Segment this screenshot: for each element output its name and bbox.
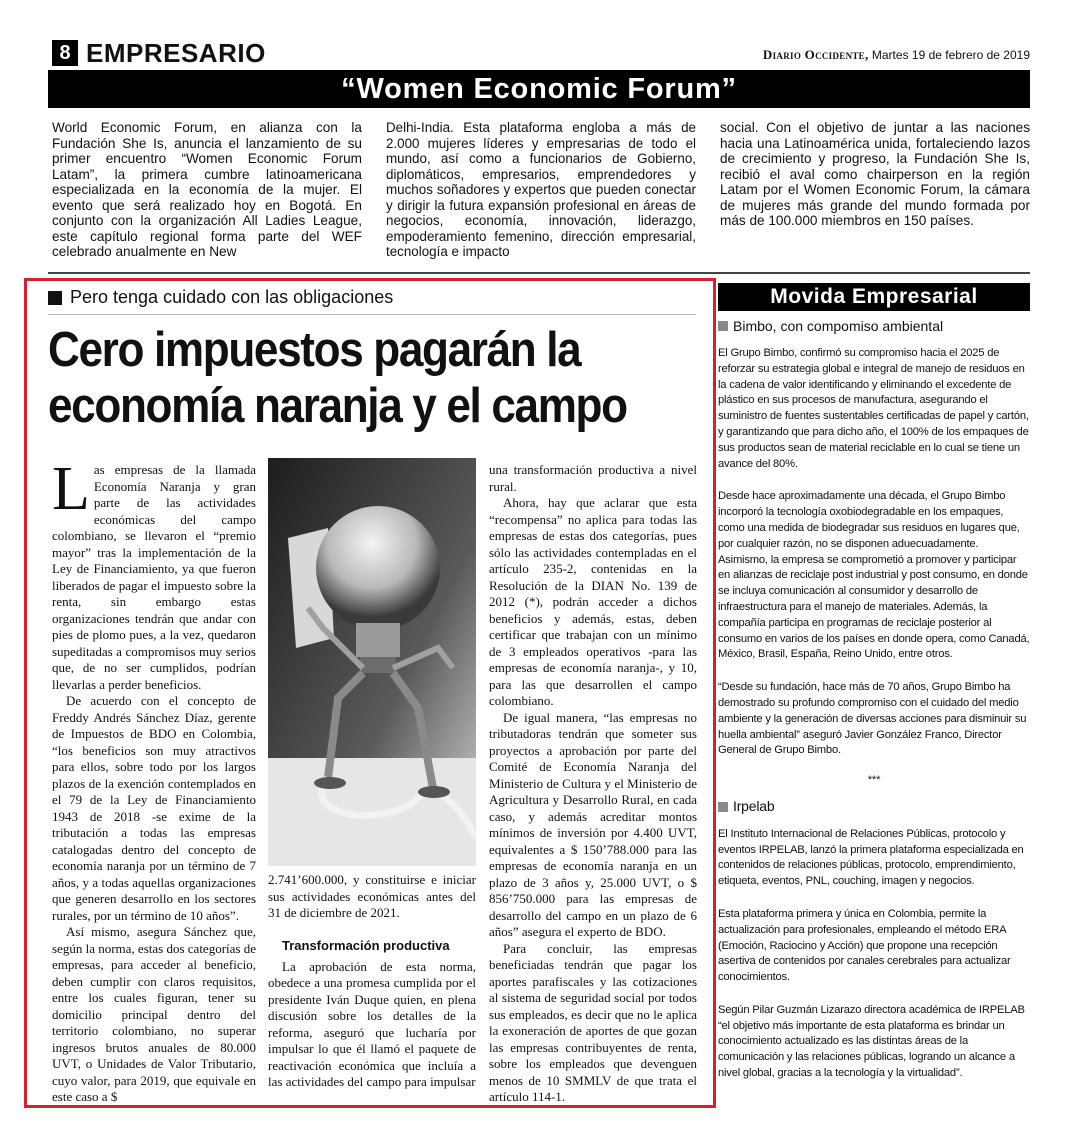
article-column-1 [52,455,256,1106]
article-column-3 [489,462,697,1106]
paragraph: una transformación productiva a nivel rural. [489,462,697,494]
sidebar-item-heading [718,799,1030,815]
section-title: EMPRESARIO [86,38,266,68]
sidebar-item-heading [718,318,943,334]
paragraph: Según Pilar Guzmán Lizarazo directora académica de IRPELAB “el objetivo más importante de esta plataforma es brindar un conocimiento actualizado es las distintas áreas de la comunicación y las relaciones públicas, logrando un alcance a nivel global, gracias a la tecnología y la virtualidad”. [718,1003,1025,1080]
sidebar-item-body [718,346,1030,1099]
divider [48,272,1030,274]
intro-column-3: social. Con el objetivo de juntar a las naciones hacia una Latinoamérica unida, fortaleciendo lazos de crecimiento y progreso, la Fundación She Is, recibió el aval como chairperson en la región Latam por el Women Economic Forum, la cámara de mujeres más grande del mundo formada por más de 100.000 miembros en 150 países. [720,120,1030,228]
paragraph [52,455,256,693]
paragraph: La aprobación de esta norma, obedece a una promesa cumplida por el presidente Iván Duque quien, en plena discusión sobre los detalles de la reforma, aseguró que lucharía por impulsar lo que él llamó el paquete de reactivación económica que incluía a las actividades del campo para impulsar [268,958,476,1089]
sidebar-item-title: Bimbo, con compomiso ambiental [733,318,944,334]
article-column-2 [268,872,476,1091]
drop-cap: L [52,455,90,523]
paragraph: Así mismo, asegura Sánchez que, según la norma, estas dos categorías de empresas, para acceder al beneficio, deben cumplir con claros requisitos, entre los cuales figuran, tener su domicilio principal dentro del territorio colombiano, no superar ingresos brutos anuales de 80.000 UVT, o Unidades de Valor Tributario, cuyo valor, para 2019, que equivale en este caso a $ [52,924,256,1104]
paragraph: Ahora, hay que aclarar que esta “recompensa” no aplica para todas las empresas de estas dos categorías, pues sólo las actividades contempladas en el artículo 235-2, contenidas en la Resolución de la DIAN No. 139 de 2012 (*), podrán acceder a dichos beneficios y además, estas, deben certificar que trabajan con un mínimo de 3 empleados operativos -para las empresas de economía naranja-, y 10, para las que desarrollen el campo colombiano. [489,495,697,708]
paragraph: De igual manera, “las empresas no tributadoras tendrán que someter sus proyectos a aprobación por parte del Comité de Economía Naranja del Ministerio de Cultura y el Ministerio de Agricultura y Desarrollo Rural, en cada caso, y además acreditar montos mínimos de inversión por 4.400 UVT, equivalentes a $ 150’788.000 para las empresas de economía naranja en un plazo de 3 años y, 25.000 UVT, o $ 856’750.000 para las empresas de desarrollo del campo en un plazo de 6 años” asegura el experto de BDO. [489,709,697,939]
bullet-square-icon [48,291,62,305]
masthead [763,47,1030,63]
paragraph: 2.741’600.000, y constituirse e iniciar sus actividades económicas antes del 31 de diciembre de 2021. [268,872,476,920]
paragraph: Esta plataforma primera y única en Colombia, permite la actualización para profesionales, empleando el método ERA (Emoción, Raciocino y Acción) que propone una recepción asertiva de contenidos por canales cerebrales para actualizar conocimientos. [718,907,1011,984]
page-number: 8 [52,40,78,66]
bullet-square-icon [718,802,728,812]
intro-column-1: World Economic Forum, en alianza con la Fundación She Is, anuncia el lanzamiento de su primer encuentro “Women Economic Forum Latam”, la primera cumbre latinoamericana especializada en la economía de la mujer. El evento que será realizado hoy en Bogotá. En conjunto con la organización All Ladies League, este capítulo regional forma parte del WEF celebrado anualmente en New [52,120,362,259]
paragraph-text: as empresas de la llamada Economía Naranja y gran parte de las actividades económicas del campo colombiano, se llevaron el “premio mayor” tras la implementación de la Ley de Financiamiento, ya que fueron liberados de pagar el impuesto sobre la renta, sin embargo estas organizaciones tendrán que andar con pies de plomo pues, a la vez, quedaron supeditadas a compromisos muy serios que, de no ser cumplidos, podrían llevarlas a perder beneficios. [52,462,256,692]
issue-date: Martes 19 de febrero de 2019 [871,48,1030,62]
kicker [48,287,393,308]
paragraph: El Instituto Internacional de Relaciones Públicas, protocolo y eventos IRPELAB, lanzó la primera plataforma especializada en contenidos de relaciones públicas, protocolo, emprendimiento, etiqueta, eventos, PNL, couching, imagen y negocios. [718,827,1024,888]
lightbulb-robot-photo [268,458,476,866]
intro-column-2: Delhi-India. Esta plataforma engloba a más de 2.000 mujeres líderes y empresarias de todo el mundo, así como a funcionarios de Gobierno, diplomáticos, empresarios, emprendedores y muchos soñadores y expertos que pueden conectar y dirigir la futura expansión profesional en áreas de negocios, economía, innovación, liderazgo, empoderamiento femenino, dirección empresarial, tecnología e impacto [386,120,696,259]
sidebar-title: Movida Empresarial [718,283,1030,311]
paragraph: Desde hace aproximadamente una década, el Grupo Bimbo incorporó la tecnología oxobiodegradable en los empaques, como una medida de biodegradar sus residuos en lugares que, por cualquier razón, no se disponen aduecuadamente. Asimismo, la empresa se comprometió a promover y participar en alianzas de reciclaje post industrial y post consumo, en donde se incluya comunicación al consumidor y desarrollo de infraestructura para el manejo de materiales. Además, la compañía participa en programas de reciclaje posterior al consumo en varios de los países en donde opera, como Canadá, México, Brasil, España, Reino Unido, entre otros. [718,490,1030,661]
kicker-text: Pero tenga cuidado con las obligaciones [70,287,394,307]
paragraph: El Grupo Bimbo, confirmó su compromiso hacia el 2025 de reforzar su estrategia global e integral de manejo de residuos en la cadena de valor identificando y eliminando el excedente de plástico en sus procesos de manufactura, asegurando el suministro de fuentes sustentables certificadas de papel y cartón, y garantizando que para dicho año, el 100% de los empaques de sus productos sean de material reciclable en lo cual se tiene un avance del 80%. [718,347,1029,470]
bullet-square-icon [718,321,728,331]
headline: Cero impuestos pagarán la economía naranja y el campo [48,323,627,433]
paragraph: Para concluir, las empresas beneficiadas tendrán que pagar los aportes parafiscales y las cotizaciones al sistema de seguridad social por todos sus empleados, es decir que no le aplica la exoneración de aportes de que gozan las empresas contribuyentes de renta, sobre los empleados que devenguen menos de 10 SMMLV de que trata el artículo 114-1. [489,940,697,1104]
paragraph: “Desde su fundación, hace más de 70 años, Grupo Bimbo ha demostrado su profundo compromiso con el cuidado del medio ambiente y la generación de diversas acciones para disminuir su huella ambiental” aseguró Javier González Franco, Director General de Grupo Bimbo. [718,681,1027,757]
separator: *** [867,774,881,787]
newspaper-name: Diario Occidente, [762,47,869,62]
kicker-rule [48,314,696,315]
banner-title: “Women Economic Forum” [48,70,1030,108]
sidebar-item-title: Irpelab [733,797,775,814]
photo-illustration [268,458,476,866]
subheading: Transformación productiva [282,937,450,953]
paragraph: De acuerdo con el concepto de Freddy Andrés Sánchez Díaz, gerente de Impuestos de BDO en Colombia, “los beneficios son muy atractivos para ellos, sobre todo por los largos plazos de la exención contemplados en el 79 de la Ley de Financiamiento 1943 de 2018 -se exime de la tributación a todas las empresas catalogadas dentro del concepto de economía naranja por un término de 7 años, y a todas aquellas organizaciones que generen desarrollo en los sectores rurales, por un término de 10 años”. [52,693,256,923]
